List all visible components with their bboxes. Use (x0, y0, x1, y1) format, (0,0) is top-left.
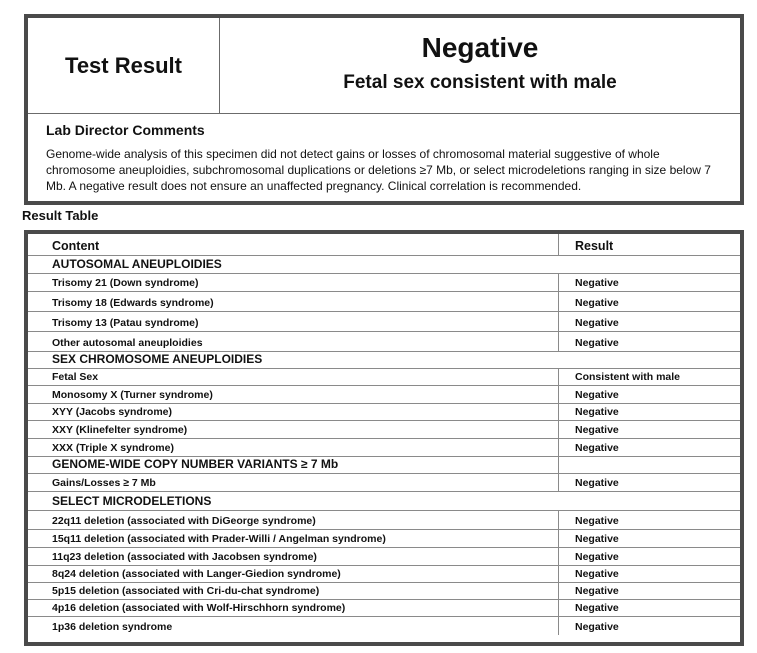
comments-title: Lab Director Comments (46, 122, 205, 138)
row-content: XXY (Klinefelter syndrome) (52, 424, 188, 436)
row-content: Trisomy 13 (Patau syndrome) (52, 317, 199, 329)
row-content: Other autosomal aneuploidies (52, 337, 203, 349)
table-row (28, 274, 740, 292)
row-result: Negative (575, 442, 619, 454)
test-result-value-cell (220, 18, 740, 113)
row-result-cell (558, 566, 619, 582)
row-result: Negative (575, 297, 619, 309)
row-result-cell (558, 548, 619, 565)
row-result-cell (558, 274, 619, 291)
section-title: SELECT MICRODELETIONS (52, 494, 212, 508)
result-table-heading: Result Table (22, 208, 99, 223)
row-result: Consistent with male (575, 371, 681, 383)
table-row (28, 332, 740, 352)
row-result: Negative (575, 477, 619, 489)
row-result: Negative (575, 621, 619, 633)
test-result-row (28, 18, 740, 114)
row-result-cell (558, 474, 619, 491)
row-result: Negative (575, 337, 619, 349)
row-content: Monosomy X (Turner syndrome) (52, 389, 213, 401)
section-title: SEX CHROMOSOME ANEUPLOIDIES (52, 352, 263, 366)
section-title: GENOME-WIDE COPY NUMBER VARIANTS ≥ 7 Mb (52, 457, 339, 471)
row-result-cell (558, 386, 619, 403)
row-result-cell (558, 421, 619, 438)
comments-body: Genome-wide analysis of this specimen did not detect gains or losses of chromosomal material suggestive of whole chromosome aneuploidies, subchromosomal duplications or deletions ≥7 Mb, or select microdeletions ranging in size below 7 Mb. A negative result does not ensure an unaffected pregnancy. Clinical correlation is recommended. (46, 147, 711, 193)
section-title: AUTOSOMAL ANEUPLOIDIES (52, 257, 222, 271)
table-section-row (28, 457, 740, 474)
test-result-label: Test Result (28, 18, 220, 113)
row-result-cell (558, 600, 619, 616)
column-header-result: Result (575, 239, 614, 253)
row-result: Negative (575, 515, 619, 527)
row-content: 4p16 deletion (associated with Wolf-Hirschhorn syndrome) (52, 602, 346, 614)
row-content: Gains/Losses ≥ 7 Mb (52, 477, 156, 489)
row-content: 1p36 deletion syndrome (52, 621, 173, 633)
result-table (24, 230, 744, 646)
row-result: Negative (575, 551, 619, 563)
table-row (28, 617, 740, 635)
row-content: Fetal Sex (52, 371, 99, 383)
row-result-cell (558, 369, 681, 385)
table-section-row (28, 256, 740, 274)
table-section-row (28, 492, 740, 511)
row-result: Negative (575, 568, 619, 580)
row-result-cell (558, 530, 619, 547)
row-content: 15q11 deletion (associated with Prader-Willi / Angelman syndrome) (52, 533, 386, 545)
table-row (28, 583, 740, 600)
row-result: Negative (575, 317, 619, 329)
lab-director-comments (46, 122, 726, 194)
row-content: XYY (Jacobs syndrome) (52, 406, 173, 418)
table-row (28, 386, 740, 404)
table-row (28, 511, 740, 530)
table-row (28, 369, 740, 386)
row-result-cell (558, 312, 619, 331)
row-result-cell (558, 332, 619, 351)
table-row (28, 421, 740, 439)
row-content: 22q11 deletion (associated with DiGeorge syndrome) (52, 515, 316, 527)
row-result-cell (558, 617, 619, 635)
row-result: Negative (575, 533, 619, 545)
row-result-cell (558, 583, 619, 599)
table-header-row (28, 234, 740, 256)
row-content: XXX (Triple X syndrome) (52, 442, 174, 454)
row-content: 5p15 deletion (associated with Cri-du-chat syndrome) (52, 585, 320, 597)
row-result: Negative (575, 277, 619, 289)
row-result-cell (558, 511, 619, 529)
column-header-content: Content (52, 239, 100, 253)
table-row (28, 292, 740, 312)
column-header-result-cell (558, 234, 614, 255)
row-result: Negative (575, 406, 619, 418)
table-row (28, 530, 740, 548)
row-content: Trisomy 18 (Edwards syndrome) (52, 297, 214, 309)
row-result-cell (558, 404, 619, 420)
row-result-cell (558, 439, 619, 456)
row-content: 11q23 deletion (associated with Jacobsen syndrome) (52, 551, 317, 563)
test-result-box (24, 14, 744, 205)
table-row (28, 548, 740, 566)
row-result-cell (558, 292, 619, 311)
row-content: Trisomy 21 (Down syndrome) (52, 277, 199, 289)
row-result-cell (558, 457, 575, 473)
table-row (28, 474, 740, 492)
table-section-row (28, 352, 740, 369)
row-result: Negative (575, 602, 619, 614)
row-result: Negative (575, 585, 619, 597)
test-result-value: Negative (421, 32, 539, 63)
table-row (28, 404, 740, 421)
row-content: 8q24 deletion (associated with Langer-Giedion syndrome) (52, 568, 341, 580)
table-row (28, 312, 740, 332)
table-row (28, 566, 740, 583)
test-result-subtext: Fetal sex consistent with male (343, 72, 617, 93)
row-result: Negative (575, 389, 619, 401)
table-row (28, 600, 740, 617)
row-result: Negative (575, 424, 619, 436)
table-row (28, 439, 740, 457)
